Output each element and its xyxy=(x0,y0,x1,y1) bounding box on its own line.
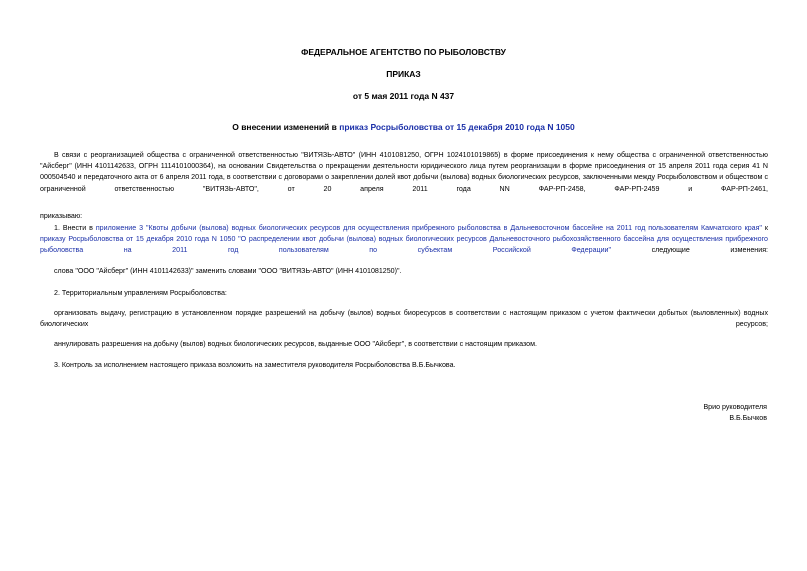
item-2a-paragraph: организовать выдачу, регистрацию в установленном порядке разрешений на добычу (вылов) водных биоресурсов в соответствии с настоящим приказом с учетом фактически добытых (выловленных) водных биологических ресурсов; xyxy=(40,309,768,329)
item-1-mid: к xyxy=(761,224,768,232)
item-1-suffix: следующие изменения: xyxy=(611,246,769,255)
signature-role: Врио руководителя xyxy=(703,403,767,411)
item-2b-paragraph: аннулировать разрешения на добычу (вылов) водных биологических ресурсов, выданные ООО "Айсберг", в соответствии с настоящим приказом. xyxy=(54,340,537,348)
item-3-paragraph: 3. Контроль за исполнением настоящего приказа возложить на заместителя руководителя Росрыболовства В.Б.Бычкова. xyxy=(54,361,456,369)
item-1-prefix: 1. Внести в xyxy=(54,224,96,232)
document-title xyxy=(0,122,807,132)
order-1050-link[interactable]: приказу Росрыболовства от 15 декабря 2010 года N 1050 "О распределении квот добычи (вылова) водных биологических ресурсов Дальневосточного рыбохозяйственного бассейна для осуществления прибрежного рыболовства на 2011 год пользователям по субъектам Российской Федерации" xyxy=(40,235,768,255)
appendix-3-link[interactable]: приложение 3 "Квоты добычи (вылова) водных биологических ресурсов для осуществления прибрежного рыболовства в Дальневосточном бассейне на 2011 год пользователям Камчатского края" xyxy=(95,224,762,232)
title-prefix: О внесении изменений в xyxy=(232,122,340,132)
signature-name: В.Б.Бычков xyxy=(729,414,767,422)
words-replace-paragraph: слова "ООО "Айсберг" (ИНН 4101142633)" заменить словами "ООО "ВИТЯЗЬ-АВТО" (ИНН 4101081250)". xyxy=(54,267,402,275)
order-word: приказываю: xyxy=(40,212,83,220)
document-type: ПРИКАЗ xyxy=(386,69,421,79)
item-1-paragraph xyxy=(40,223,768,257)
title-link[interactable]: приказ Росрыболовства от 15 декабря 2010 года N 1050 xyxy=(339,122,575,132)
agency-name: ФЕДЕРАЛЬНОЕ АГЕНТСТВО ПО РЫБОЛОВСТВУ xyxy=(301,47,506,57)
preamble-paragraph: В связи с реорганизацией общества с ограниченной ответственностью "ВИТЯЗЬ-АВТО" (ИНН 4101081250, ОГРН 1024101019865) в форме присоединения к нему общества с ограниченной ответственностью "Айсберг" (ИНН 4101142633, ОГРН 1114101000364), на основании Свидетельства о прекращении деятельности юридического лица путем реорганизации в форме присоединения от 15 апреля 2011 года серия 41 N 000504540 и передаточного акта от 6 апреля 2011 года, в соответствии с договорами о закреплении долей квот добычи (вылова) водных биологических ресурсов, заключенными между Росрыболовством и обществом с ограниченной ответственностью "ВИТЯЗЬ-АВТО", от 20 апреля 2011 года NN ФАР-РП-2458, ФАР-РП-2459 и ФАР-РП-2461, xyxy=(40,151,768,193)
document-date-number: от 5 мая 2011 года N 437 xyxy=(352,91,455,101)
item-2-paragraph: 2. Территориальным управлениям Росрыболовства: xyxy=(54,289,227,297)
